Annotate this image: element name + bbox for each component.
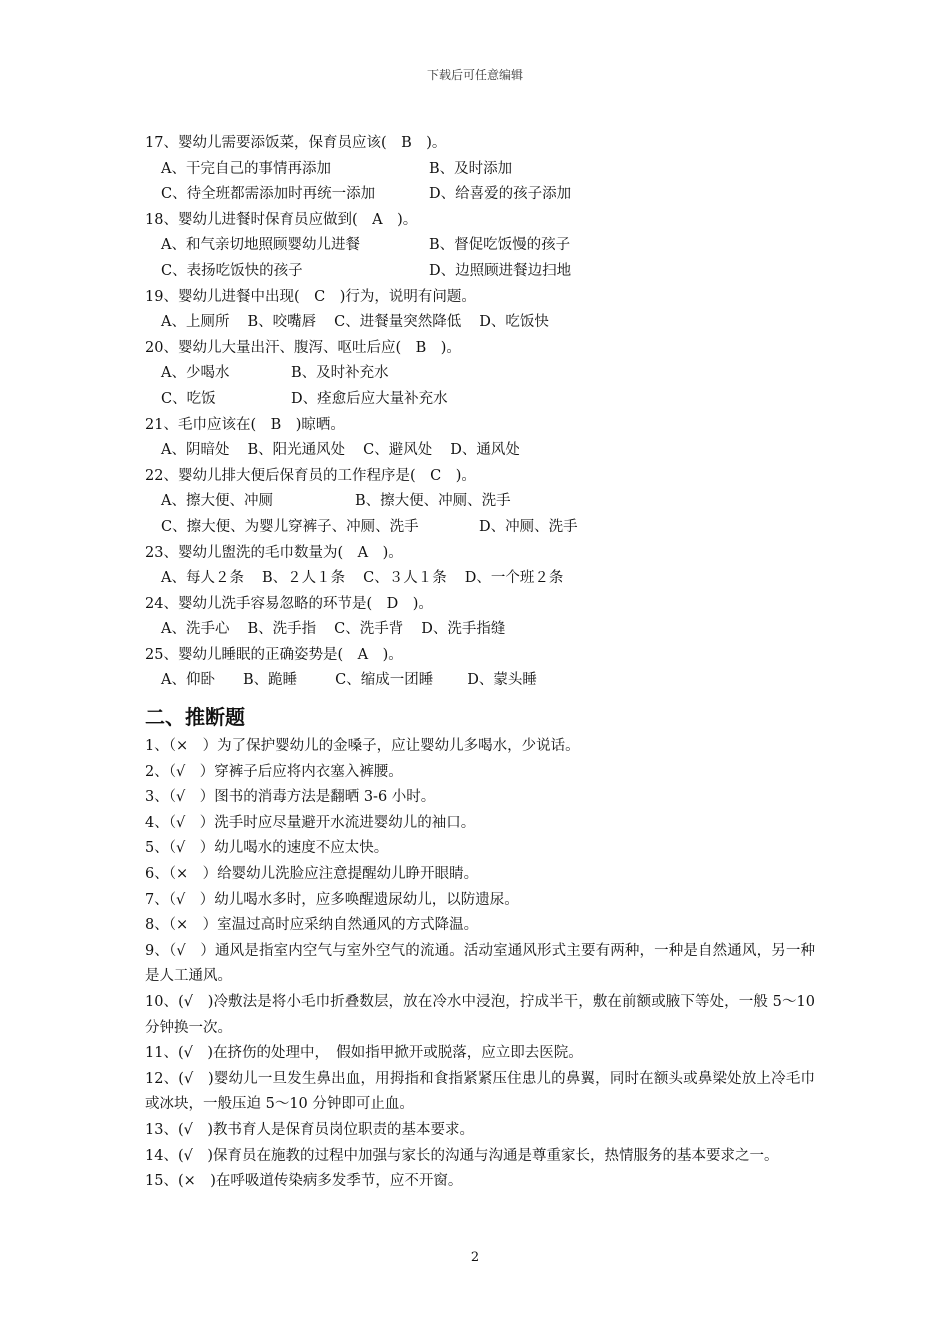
options-row (145, 438, 815, 464)
page-header: 下载后可任意编辑 (426, 68, 523, 82)
question-21: 21、毛巾应该在( B )晾晒。 (145, 416, 345, 433)
page-number: 2 (470, 1250, 480, 1265)
judgment-item: 8、（× ）室温过高时应采纳自然通风的方式降温。 (145, 917, 479, 934)
options-row (145, 566, 815, 592)
option: D、吃饭快 (479, 314, 549, 331)
options-row (145, 310, 815, 336)
option: A、干完自己的事情再添加 (161, 160, 331, 177)
judgment-item: 12、(√ )婴幼儿一旦发生鼻出血，用拇指和食指紧紧压住患儿的鼻翼，同时在额头或鼻梁处放上冷毛巾或冰块，一般压迫 5～10 分钟即可止血。 (145, 1070, 815, 1113)
judgment-item: 9、（√ ）通风是指室内空气与室外空气的流通。活动室通风形式主要有两种，一种是自然通风，另一种是人工通风。 (145, 942, 815, 985)
options-row (145, 157, 815, 183)
option: C、待全班都需添加时再统一添加 (161, 186, 376, 203)
option: D、一个班２条 (464, 570, 564, 587)
options-row (145, 617, 815, 643)
option: D、边照顾进餐边扫地 (429, 262, 572, 279)
question-25: 25、婴幼儿睡眠的正确姿势是( A )。 (145, 646, 403, 663)
options-row (145, 233, 815, 259)
choice-question-list (145, 131, 815, 694)
judgment-item: 7、（√ ）幼儿喝水多时，应多唤醒遗尿幼儿，以防遗尿。 (145, 891, 519, 908)
judgment-list (145, 734, 815, 1195)
options-row (145, 515, 815, 541)
question-24: 24、婴幼儿洗手容易忽略的环节是( D )。 (145, 595, 433, 612)
option: B、洗手指 (247, 621, 317, 638)
judgment-item: 2、（√ ）穿裤子后应将内衣塞入裤腰。 (145, 763, 403, 780)
option: C、表扬吃饭快的孩子 (161, 262, 303, 279)
option: C、吃饭 (161, 390, 216, 407)
option: B、咬嘴唇 (247, 314, 317, 331)
page-content (145, 131, 815, 1195)
option: C、３人１条 (363, 570, 447, 587)
options-row (145, 182, 815, 208)
options-row (145, 387, 815, 413)
judgment-item: 6、（× ）给婴幼儿洗脸应注意提醒幼儿睁开眼睛。 (145, 866, 479, 883)
options-row (145, 668, 815, 694)
option: C、擦大便、为婴儿穿裤子、冲厕、洗手 (161, 518, 419, 535)
option: D、给喜爱的孩子添加 (429, 186, 572, 203)
option: C、进餐量突然降低 (334, 314, 462, 331)
judgment-item: 1、（× ）为了保护婴幼儿的金嗓子，应让婴幼儿多喝水，少说话。 (145, 738, 580, 755)
option: A、少喝水 (161, 365, 230, 382)
option: B、及时补充水 (291, 365, 389, 382)
option: C、缩成一团睡 (335, 672, 434, 689)
options-row (145, 259, 815, 285)
question-22: 22、婴幼儿排大便后保育员的工作程序是( C )。 (145, 467, 476, 484)
option: D、蒙头睡 (467, 672, 537, 689)
option: B、督促吃饭慢的孩子 (429, 237, 571, 254)
question-18: 18、婴幼儿进餐时保育员应做到( A )。 (145, 211, 418, 228)
option: B、及时添加 (429, 160, 513, 177)
judgment-item: 3、（√ ）图书的消毒方法是翻晒 3-6 小时。 (145, 789, 436, 806)
judgment-item: 13、(√ )教书育人是保育员岗位职责的基本要求。 (145, 1121, 475, 1138)
judgment-item: 11、(√ )在挤伤的处理中， 假如指甲掀开或脱落，应立即去医院。 (145, 1045, 583, 1062)
option: D、冲厕、洗手 (479, 518, 578, 535)
judgment-item: 10、(√ )冷敷法是将小毛巾折叠数层，放在冷水中浸泡，拧成半干，敷在前额或腋下等处，一般 5～10 分钟换一次。 (145, 994, 815, 1036)
option: C、避风处 (363, 442, 433, 459)
option: A、和气亲切地照顾婴幼儿进餐 (161, 237, 360, 254)
option: A、擦大便、冲厕 (161, 493, 273, 510)
question-20: 20、婴幼儿大量出汗、腹泻、呕吐后应( B )。 (145, 339, 461, 356)
section-title: 二、推断题 (145, 705, 245, 730)
option: A、上厕所 (161, 314, 230, 331)
option: B、跪睡 (242, 672, 298, 689)
question-19: 19、婴幼儿进餐中出现( C )行为，说明有问题。 (145, 288, 476, 305)
option: D、通风处 (450, 442, 520, 459)
judgment-item: 4、（√ ）洗手时应尽量避开水流进婴幼儿的袖口。 (145, 814, 476, 831)
question-23: 23、婴幼儿盥洗的毛巾数量为( A )。 (145, 544, 403, 561)
judgment-item: 14、(√ )保育员在施教的过程中加强与家长的沟通与沟通是尊重家长，热情服务的基本要求之一。 (145, 1147, 779, 1164)
option: C、洗手背 (334, 621, 404, 638)
option: A、阴暗处 (161, 442, 230, 459)
option: A、仰卧 (161, 672, 215, 689)
options-row (145, 489, 815, 515)
option: D、洗手指缝 (421, 621, 506, 638)
option: B、阳光通风处 (247, 442, 346, 459)
options-row (145, 361, 815, 387)
judgment-item: 5、（√ ）幼儿喝水的速度不应太快。 (145, 840, 389, 857)
option: B、２人１条 (261, 570, 346, 587)
question-17: 17、婴幼儿需要添饭菜，保育员应该( B )。 (145, 135, 447, 151)
judgment-item: 15、(× )在呼吸道传染病多发季节，应不开窗。 (145, 1173, 463, 1190)
option: A、每人２条 (161, 570, 244, 587)
option: B、擦大便、冲厕、洗手 (355, 493, 511, 510)
option: D、痊愈后应大量补充水 (291, 390, 448, 407)
option: A、洗手心 (161, 621, 230, 638)
